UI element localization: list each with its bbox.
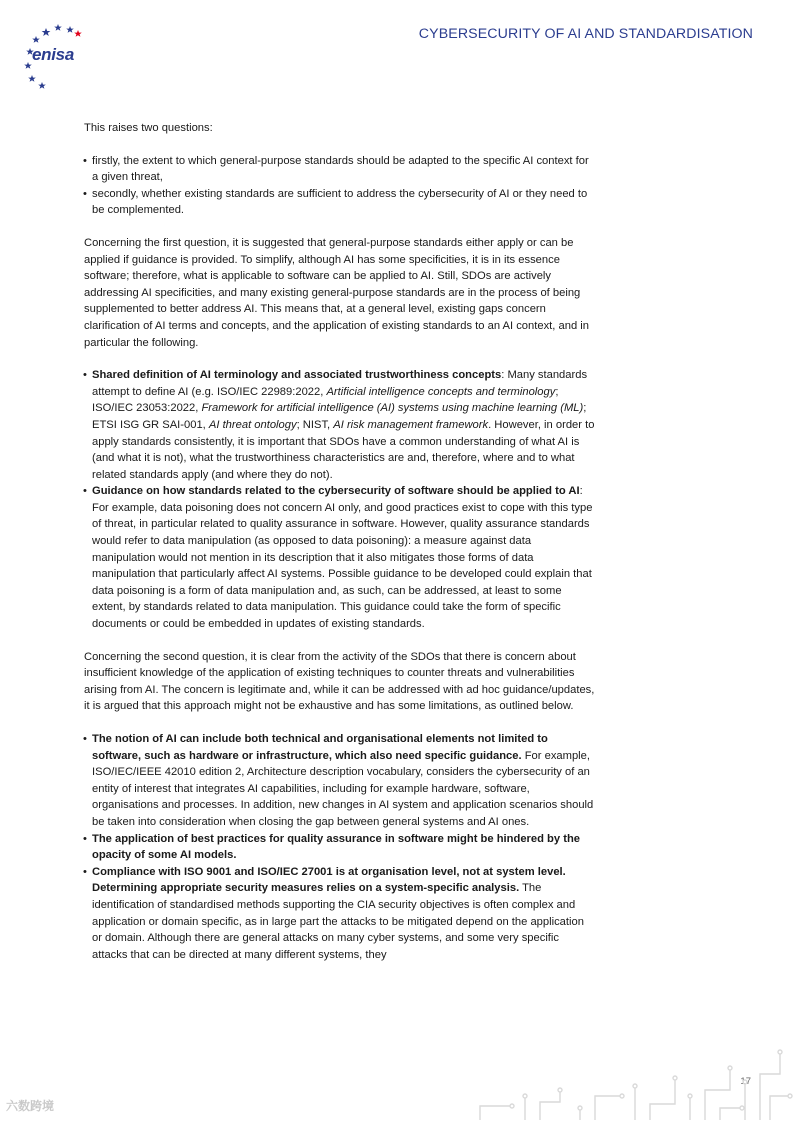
page-header-title: CYBERSECURITY OF AI AND STANDARDISATION <box>418 26 753 42</box>
list-item <box>84 731 596 831</box>
list-item <box>84 831 596 864</box>
standard-title: Artificial intelligence concepts and terminology <box>326 385 556 398</box>
bullet-heading: Compliance with ISO 9001 and ISO/IEC 27001 is at organisation level, not at system level. Determining appropriate security measures relies on a system-specific analysis. <box>92 865 566 895</box>
first-question-paragraph: Concerning the first question, it is suggested that general-purpose standards either apply or can be applied if guidance is provided. To simplify, although AI has some specificities, it is in its essence software; therefore, what is applicable to software can be applied to AI. Still, SDOs are actively addressing AI specificities, and many existing general-purpose standards are in the process of being supplemented to better address AI. This means that, at a general level, existing gaps concern clarification of AI terms and concepts, and the application of existing standards to an AI context, and in particular the following. <box>84 236 589 349</box>
bullet-text: : Many standards attempt to define AI (e.g. ISO/IEC 22989:2022, <box>92 369 588 398</box>
bullet-heading: The notion of AI can include both technical and organisational elements not limited to software, such as hardware or infrastructure, which also need specific guidance. <box>92 733 548 762</box>
bullet-heading: Shared definition of AI terminology and associated trustworthiness concepts <box>92 369 502 382</box>
standard-title: AI threat ontology <box>208 418 297 431</box>
list-item: • secondly, whether existing standards are sufficient to address the cybersecurity of AI or they need to be complemented. <box>84 186 596 219</box>
bullet-text: ; ETSI ISG GR SAI-001, <box>92 402 587 431</box>
list-item <box>84 367 596 483</box>
bullet-text: For example, ISO/IEC/IEEE 42010 edition 2, Architecture description vocabulary, considers the cybersecurity of an entity of interest that integrates AI capabilities, including for example hardware, software, organisations and processes. In addition, new changes in AI system and application scenarios should be taken into consideration when closing the gap between general systems and AI ones. <box>92 749 594 828</box>
limitations-list <box>84 731 596 963</box>
document-body <box>84 120 596 963</box>
list-item <box>84 864 596 964</box>
intro-paragraph: This raises two questions: <box>84 122 213 134</box>
questions-list <box>84 153 596 219</box>
list-item: • firstly, the extent to which general-purpose standards should be adapted to the specific AI context for a given threat, <box>84 153 596 186</box>
bullet-text: . However, in order to apply standards consistently, it is important that SDOs have a common understanding of what AI is (and what it is not), what the trustworthiness characteristics are and, therefore, where and to what related standards apply (and where they do not). <box>92 418 595 481</box>
bullet-heading: Guidance on how standards related to the cybersecurity of software should be applied to AI <box>92 485 580 498</box>
circuit-decoration-icon <box>470 1040 793 1122</box>
first-question-gaps-list <box>84 367 596 633</box>
enisa-logo-text: enisa <box>32 45 74 64</box>
page-number: 17 <box>740 1076 751 1087</box>
standard-title: AI risk management framework <box>333 418 489 431</box>
standard-title: Framework for artificial intelligence (AI) systems using machine learning (ML) <box>201 402 584 415</box>
watermark: 六数跨境 <box>6 1099 55 1113</box>
bullet-heading: The application of best practices for quality assurance in software might be hindered by the opacity of some AI models. <box>92 832 581 862</box>
bullet-text: : For example, data poisoning does not concern AI only, and good practices exist to cope with this type of threat, in particular related to quality assurance in software. However, quality assurance standards would refer to data manipulation (as opposed to data poisoning): a measure against data manipulation would not mention in its description that it also mitigates those forms of data manipulation that particularly affect AI systems. Possible guidance to be developed could explain that data poisoning is a form of data manipulation and, as such, can be addressed, at least to some extent, by standards related to data manipulation. This guidance could take the form of specific documents or could be embedded in updates of existing standards. <box>92 485 593 631</box>
list-item <box>84 483 596 632</box>
bullet-text: The identification of standardised methods supporting the CIA security objectives is often complex and application or domain specific, as in large part the attacks to be mitigated depend on the application or domain. Although there are general attacks on many cyber systems, and some very specific attacks that can be directed at many different systems, they <box>92 882 584 961</box>
second-question-paragraph: Concerning the second question, it is clear from the activity of the SDOs that there is concern about insufficient knowledge of the application of existing techniques to counter threats and vulnerabilities arising from AI. The concern is legitimate and, while it can be addressed with ad hoc guidance/updates, it is argued that this approach might not be exhaustive and has some limitations, as outlined below. <box>84 650 595 713</box>
bullet-text: ; ISO/IEC 23053:2022, <box>92 385 559 415</box>
bullet-text: ; NIST, <box>296 418 334 431</box>
